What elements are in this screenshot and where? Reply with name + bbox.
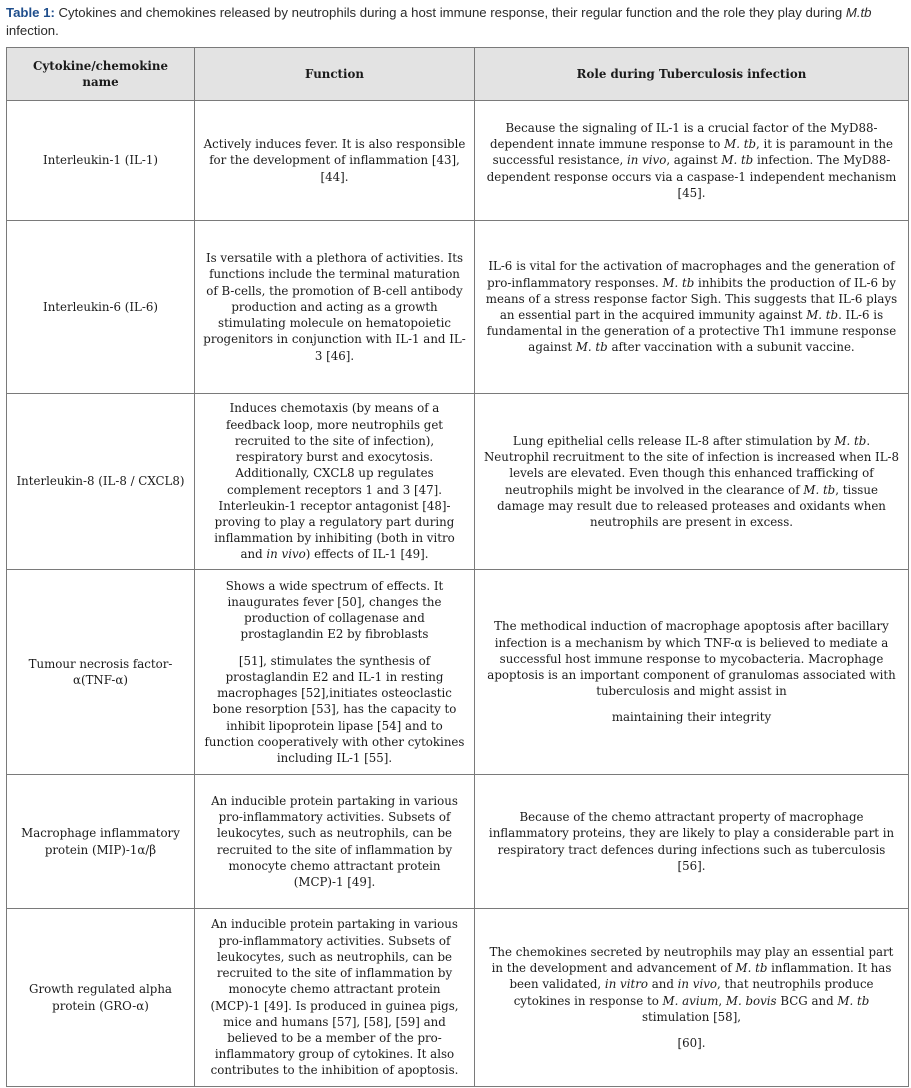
cell-role-italic: M. tb	[803, 482, 836, 497]
cytokine-table	[6, 47, 909, 1087]
cell-function-paragraph	[203, 250, 466, 363]
cell-function-text: ) effects of IL-1 [49].	[305, 547, 429, 562]
table-row	[7, 570, 909, 775]
cell-role-paragraph	[483, 809, 900, 874]
cell-function-text: Is versatile with a plethora of activities. Its functions include the terminal maturation of B-cells, the promotion of B-cell antibody production and acting as a growth stimulating molecule on hematopoietic progenitors in conjunction with IL-1 and IL-3 [46].	[203, 251, 466, 363]
cell-role-paragraph	[483, 944, 900, 1025]
cell-function-paragraph	[203, 653, 466, 766]
cell-role-italic: in vivo	[626, 153, 667, 168]
cell-function-text: An inducible protein partaking in various pro-inflammatory activities. Subsets of leukocytes, such as neutrophils, can be recruited to the site of inflammation by monocyte chemo attractant protein (MCP)-1 [49].	[211, 793, 458, 889]
table-caption-organism: M.tb	[845, 5, 872, 20]
cell-role	[475, 909, 909, 1087]
cell-function	[195, 909, 475, 1087]
cell-role	[475, 394, 909, 570]
cell-role-text: and	[647, 977, 678, 992]
cell-role-text: , tissue damage may result due to released proteases and oxidants when neutrophils are present in excess.	[497, 482, 886, 529]
cell-role	[475, 775, 909, 909]
cell-cytokine-name: Tumour necrosis factor-α(TNF-α)	[7, 570, 195, 775]
cell-role-text: The chemokines secreted by neutrophils may play an essential part in the development and advancement of	[489, 944, 894, 976]
table-caption-text: Cytokines and chemokines released by neutrophils during a host immune response, their regular function and the role they play during	[54, 5, 846, 20]
cell-function-italic: in vivo	[266, 547, 306, 562]
cell-cytokine-name: Interleukin-6 (IL-6)	[7, 221, 195, 394]
cell-role-italic: in vitro	[604, 977, 648, 992]
cell-function-text: Induces chemotaxis (by means of a feedback loop, more neutrophils get recruited to the site of infection), respiratory burst and exocytosis. Additionally, CXCL8 up regulates complement receptors 1 and 3 [47]. Interleukin-1 receptor antagonist [48]-proving to play a regulatory part during inflammation by inhibiting (both in vitro and	[214, 401, 455, 562]
header-role: Role during Tuberculosis infection	[475, 48, 909, 101]
cell-function-paragraph	[203, 136, 466, 185]
cell-function	[195, 570, 475, 775]
cell-role	[475, 101, 909, 221]
cell-function-paragraph	[203, 578, 466, 643]
cell-cytokine-name: Growth regulated alpha protein (GRO-α)	[7, 909, 195, 1087]
cell-cytokine-name: Interleukin-1 (IL-1)	[7, 101, 195, 221]
table-row	[7, 909, 909, 1087]
table-caption	[6, 4, 906, 40]
header-cytokine-name: Cytokine/chemokine name	[7, 48, 195, 101]
cell-role-text: Lung epithelial cells release IL-8 after stimulation by	[512, 433, 835, 448]
cell-role-paragraph	[483, 258, 900, 355]
table-body	[7, 101, 909, 1087]
cell-role-text: . Neutrophil recruitment to the site of infection is increased when IL-8 levels are elevated. Even though this enhanced trafficking of neutrophils might be involved in the clearance of	[483, 433, 900, 497]
table-row	[7, 221, 909, 394]
cell-role-text: The methodical induction of macrophage apoptosis after bacillary infection is a mechanism by which TNF-α is believed to mediate a successful host immune response to mycobacteria. Macrophage apoptosis is an important component of granulomas associated with tuberculosis and might assist in	[487, 619, 896, 699]
cell-role-italic: M. tb	[806, 308, 839, 322]
cell-role-text: stimulation [58],	[641, 1009, 742, 1024]
cell-role-text: maintaining their integrity	[611, 710, 772, 725]
cell-role-paragraph	[483, 618, 900, 699]
cell-role-text: , it is paramount in the successful resistance,	[492, 137, 894, 168]
cell-role-text: ,	[718, 993, 726, 1008]
cell-role-italic: M. avium	[662, 993, 719, 1008]
cell-role-paragraph	[483, 1035, 900, 1051]
cell-role-text: inhibits the production of IL-6 by means of a stress response factor Sigh. This suggests that IL-6 plays an essential part in the acquired immunity against	[485, 275, 898, 322]
cell-role-text: , against	[666, 153, 722, 168]
cell-role-text: [60].	[677, 1035, 706, 1050]
cell-cytokine-name: Macrophage inflammatory protein (MIP)-1α/β	[7, 775, 195, 909]
cell-role-text: inflammation. It has been validated,	[509, 961, 892, 992]
table-caption-label: Table 1:	[6, 5, 55, 20]
cell-role-italic: M. tb	[834, 433, 867, 448]
cell-role-paragraph	[483, 709, 900, 725]
cell-function	[195, 394, 475, 570]
cell-role-text: IL-6 is vital for the activation of macrophages and the generation of pro-inflammatory responses.	[487, 259, 895, 290]
cell-role-text: infection. The MyD88-dependent response occurs via a caspase-1 independent mechanism [45].	[486, 153, 897, 200]
table-caption-text-end: infection.	[6, 23, 59, 38]
cell-role-italic: M. bovis	[725, 993, 777, 1008]
table-row	[7, 394, 909, 570]
cell-function	[195, 101, 475, 221]
cell-function	[195, 221, 475, 394]
cell-role-italic: M. tb	[575, 340, 608, 355]
cell-function-paragraph	[203, 400, 466, 562]
cell-role-text: . IL-6 is fundamental in the generation of a protective Th1 immune response against	[486, 308, 897, 355]
cell-role-text: , that neutrophils produce cytokines in response to	[513, 977, 874, 1008]
cell-role-italic: M. tb	[721, 153, 754, 168]
cell-role-paragraph	[483, 433, 900, 530]
cell-role-italic: in vivo	[677, 977, 717, 992]
cell-cytokine-name: Interleukin-8 (IL-8 / CXCL8)	[7, 394, 195, 570]
table-row	[7, 101, 909, 221]
cell-function-text: Actively induces fever. It is also responsible for the development of inflammation [43], [44].	[203, 137, 466, 184]
cell-function-paragraph	[203, 793, 466, 890]
cell-role-italic: M. tb	[837, 993, 870, 1008]
cell-role-paragraph	[483, 120, 900, 201]
cell-function-paragraph	[203, 916, 466, 1078]
cell-function-text: [51], stimulates the synthesis of prostaglandin E2 and IL-1 in resting macrophages [52],initiates osteoclastic bone resorption [53], has the capacity to inhibit lipoprotein lipase [54] and to function cooperatively with other cytokines including IL-1 [55].	[204, 653, 465, 765]
cell-function-text: Shows a wide spectrum of effects. It inaugurates fever [50], changes the production of collagenase and prostaglandin E2 by fibroblasts	[225, 578, 444, 642]
cell-role-text: Because of the chemo attractant property of macrophage inflammatory proteins, they are likely to play a considerable part in respiratory tract defences during infections such as tuberculosis [56].	[488, 810, 895, 873]
cell-role	[475, 570, 909, 775]
cell-role-text: after vaccination with a subunit vaccine.	[607, 340, 855, 355]
cell-role	[475, 221, 909, 394]
cell-function-text: An inducible protein partaking in various pro-inflammatory activities. Subsets of leukocytes, such as neutrophils, can be recruited to the site of inflammation by monocyte chemo attractant protein (MCP)-1 [49]. Is produced in guinea pigs, mice and humans [57], [58], [59] and believed to be a member of the pro-inflammatory group of cytokines. It also contributes to the inhibition of apoptosis.	[210, 917, 459, 1078]
cell-role-italic: M. tb	[662, 275, 695, 290]
header-function: Function	[195, 48, 475, 101]
table-header-row	[7, 48, 909, 101]
cell-role-text: Because the signaling of IL-1 is a crucial factor of the MyD88-dependent innate immune response to	[489, 120, 878, 152]
cell-role-italic: M. tb	[735, 961, 768, 976]
table-row	[7, 775, 909, 909]
cell-role-italic: M. tb	[724, 137, 756, 152]
cell-role-text: BCG and	[776, 993, 838, 1008]
cell-function	[195, 775, 475, 909]
